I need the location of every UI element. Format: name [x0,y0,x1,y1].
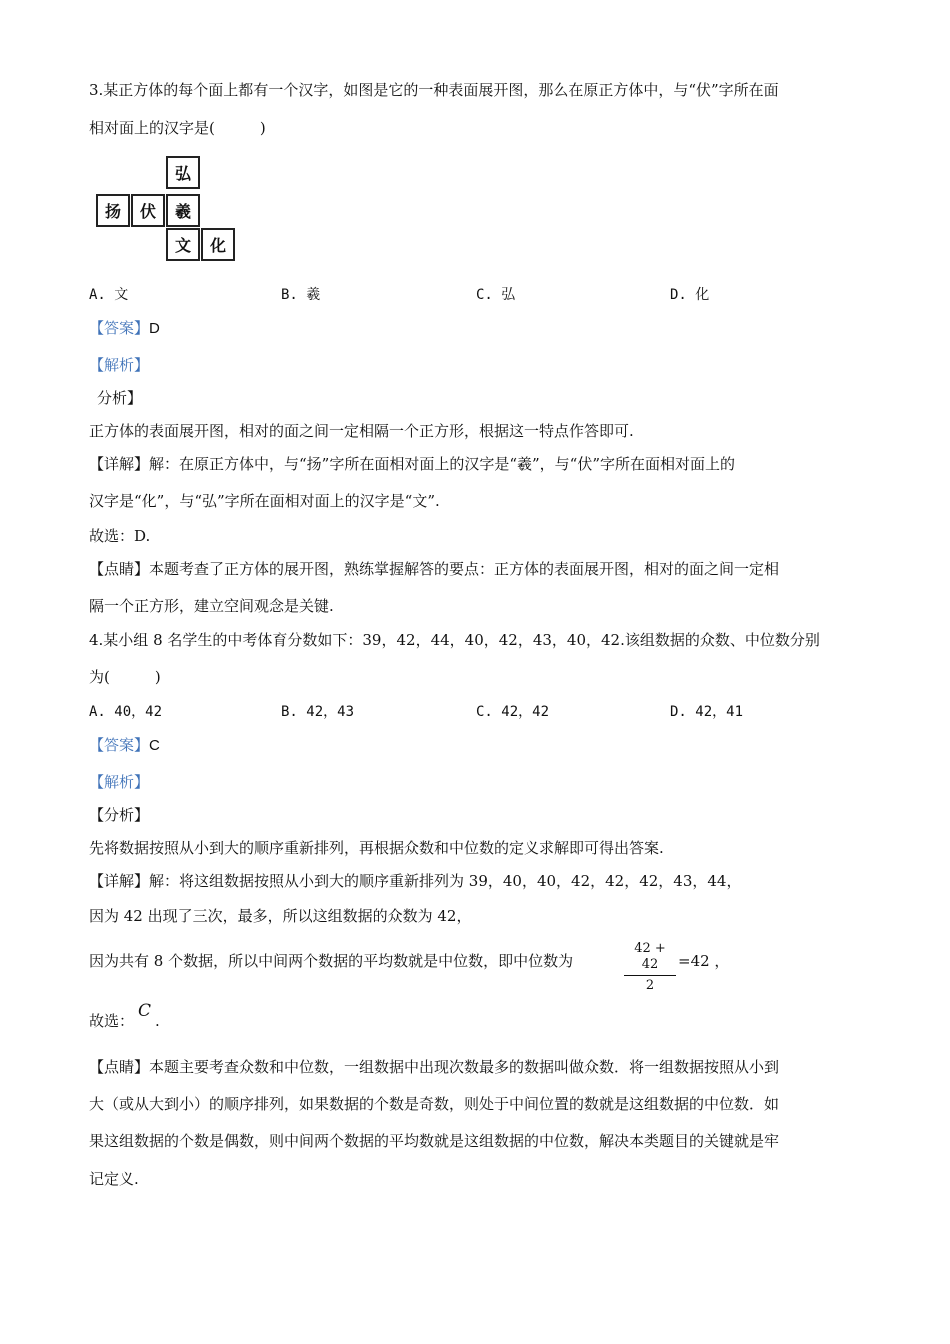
cube-net-figure [94,156,244,266]
q4-stem-line1: 4.某小组 8 名学生的中考体育分数如下：39，42，44，40，42，43，40，42.该组数据的众数、中位数分别 [89,631,820,649]
choose-suffix: . [155,1012,160,1030]
q4-choose [89,1001,160,1031]
q3-fenxi-tag: 分析】 [97,389,143,407]
q3-detail-line2: 汉字是“化”，与“弘”字所在面相对面上的汉字是“文”. [89,492,440,510]
net-cell-fu: 伏 [131,194,165,227]
q4-stem-line2: 为( ) [89,668,161,686]
q4-comment-line4: 记定义. [89,1170,139,1188]
q4-option-d: D. 42，41 [670,704,744,720]
q3-stem-line2: 相对面上的汉字是( ) [89,119,266,137]
net-cell-hua: 化 [201,228,235,261]
q4-comment-line2: 大（或从大到小）的顺序排列，如果数据的个数是奇数，则处于中间位置的数就是这组数据的中位数．如 [89,1095,780,1113]
q3-answer [89,318,160,339]
net-cell-yang: 扬 [96,194,130,227]
q4-comment-line1: 【点睛】本题主要考查众数和中位数，一组数据中出现次数最多的数据叫做众数．将一组数据按照从小到 [89,1058,780,1076]
q4-option-b: B. 42，43 [281,704,355,720]
choose-prefix: 故选： [89,1012,135,1030]
q3-stem-line1: 3.某正方体的每个面上都有一个汉字，如图是它的一种表面展开图，那么在原正方体中，与“伏”字所在面 [89,81,779,99]
choose-letter: C [138,1001,152,1021]
q4-answer [89,735,160,756]
q3-analysis-tag: 【解析】 [89,356,150,374]
q4-detail-line1: 【详解】解：将这组数据按照从小到大的顺序重新排列为 39，40，40，42，42，42，43，44， [89,872,742,890]
q3-option-c: C. 弘 [476,287,516,303]
q4-option-a: A. 40，42 [89,704,163,720]
answer-tag: 【答案】 [89,319,150,337]
answer-tag: 【答案】 [89,736,150,754]
q4-detail-line2: 因为 42 出现了三次，最多，所以这组数据的众数为 42， [89,907,472,925]
q4-detail-line3: 因为共有 8 个数据，所以中间两个数据的平均数就是中位数，即中位数为 [89,952,574,970]
q4-fenxi: 先将数据按照从小到大的顺序重新排列，再根据众数和中位数的定义求解即可得出答案. [89,839,664,857]
q3-option-a: A. 文 [89,287,129,303]
answer-value: C [149,737,160,754]
answer-value: D [149,320,160,337]
q3-option-d: D. 化 [670,287,710,303]
q3-comment-line1: 【点睛】本题考查了正方体的展开图，熟练掌握解答的要点：正方体的表面展开图，相对的面之间一定相 [89,560,780,578]
median-fraction [624,941,676,994]
q4-analysis-tag: 【解析】 [89,773,150,791]
q4-comment-line3: 果这组数据的个数是偶数，则中间两个数据的平均数就是这组数据的中位数，解决本类题目的关键就是牢 [89,1132,780,1150]
q3-option-b: B. 羲 [281,287,321,303]
fraction-numerator: 42 + 42 [634,941,666,972]
q4-fenxi-tag: 【分析】 [89,806,150,824]
q3-choose: 故选：D. [89,527,151,545]
q3-comment-line2: 隔一个正方形，建立空间观念是关键. [89,597,334,615]
fraction-denominator: 2 [645,978,655,993]
net-cell-xi: 羲 [166,194,200,227]
q4-option-c: C. 42，42 [476,704,550,720]
q3-fenxi: 正方体的表面展开图，相对的面之间一定相隔一个正方形，根据这一特点作答即可. [89,422,634,440]
net-cell-hong: 弘 [166,156,200,189]
net-cell-wen: 文 [166,228,200,261]
q3-detail-line1: 【详解】解：在原正方体中，与“扬”字所在面相对面上的汉字是“羲”，与“伏”字所在面相对面上的 [89,455,736,473]
fraction-result: =42 ， [678,952,730,970]
fraction-bar [624,975,676,976]
